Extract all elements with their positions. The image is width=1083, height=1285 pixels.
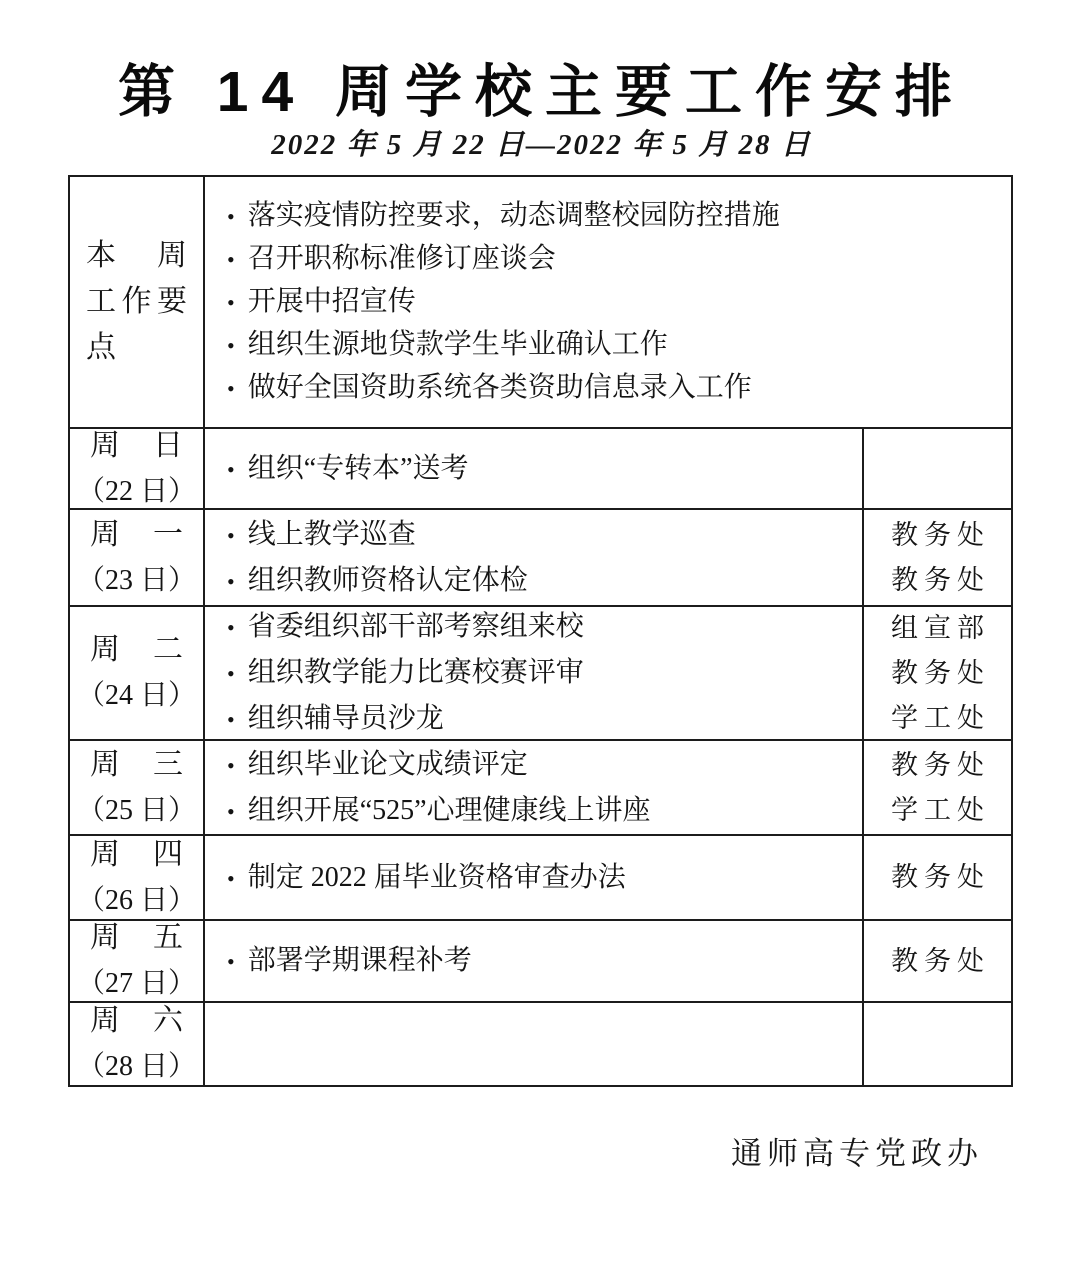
- task-item: [227, 696, 862, 742]
- task-text: 开展中招宣传: [247, 285, 416, 317]
- day-name: 周 一: [90, 517, 183, 551]
- task-item: [227, 604, 862, 650]
- task-item: [227, 558, 862, 604]
- task-text: 组织开展“525”心理健康线上讲座: [247, 794, 651, 826]
- task-item: [227, 512, 862, 558]
- day-label-cell: [70, 741, 205, 834]
- task-item: [227, 742, 862, 788]
- day-label-cell: [70, 836, 205, 919]
- day-label-cell: [70, 510, 205, 605]
- task-text: 组织生源地贷款学生毕业确认工作: [247, 328, 668, 360]
- department-label: 组宣部: [891, 612, 990, 643]
- summary-label-line: 本 周: [86, 239, 187, 272]
- bullet-icon: •: [227, 332, 235, 358]
- task-item: [227, 367, 1011, 410]
- department-label: 学工处: [891, 794, 990, 825]
- bullet-icon: •: [227, 707, 235, 732]
- day-name: 周 五: [90, 921, 183, 954]
- task-text: 部署学期课程补考: [247, 945, 472, 976]
- task-text: 组织辅导员沙龙: [247, 703, 444, 734]
- tasks-cell: [205, 741, 862, 834]
- table-row: [70, 429, 1011, 510]
- day-label-cell: [70, 607, 205, 739]
- day-date: （25 日）: [76, 794, 196, 826]
- tasks-cell: [205, 607, 862, 739]
- department-cell: [862, 607, 1011, 739]
- table-row: [70, 921, 1011, 1003]
- task-item: [227, 938, 862, 984]
- bullet-icon: •: [227, 289, 235, 315]
- bullet-icon: •: [227, 456, 235, 482]
- day-date: （26 日）: [76, 884, 196, 916]
- task-text: 落实疫情防控要求，动态调整校园防控措施: [247, 199, 780, 231]
- summary-label-cell: [70, 177, 205, 427]
- bullet-icon: •: [227, 203, 235, 229]
- task-text: 组织毕业论文成绩评定: [247, 748, 528, 780]
- task-item: [227, 650, 862, 696]
- day-label-cell: [70, 429, 205, 508]
- bullet-icon: •: [227, 798, 235, 824]
- day-name: 周 日: [90, 428, 183, 462]
- day-name: 周 三: [90, 747, 183, 781]
- bullet-icon: •: [227, 865, 235, 891]
- day-date: （24 日）: [76, 680, 196, 711]
- day-name: 周 二: [90, 633, 183, 666]
- department-label: 学工处: [891, 702, 990, 733]
- day-label-cell: [70, 921, 205, 1001]
- bullet-icon: •: [227, 246, 235, 272]
- department-label: 教务处: [891, 749, 990, 780]
- task-item: [227, 855, 862, 901]
- task-text: 做好全国资助系统各类资助信息录入工作: [247, 371, 752, 403]
- department-label: 教务处: [891, 519, 990, 550]
- task-text: 召开职称标准修订座谈会: [247, 242, 556, 274]
- task-text: 省委组织部干部考察组来校: [247, 611, 584, 642]
- department-label: 教务处: [891, 657, 990, 688]
- department-cell: [862, 741, 1011, 834]
- tasks-cell: [205, 836, 862, 919]
- day-name: 周 六: [90, 1004, 183, 1037]
- summary-row: [70, 177, 1011, 429]
- day-label-cell: [70, 1003, 205, 1085]
- day-date: （22 日）: [76, 475, 196, 507]
- table-row: [70, 1003, 1011, 1085]
- date-range: 2022 年 5 月 22 日—2022 年 5 月 28 日: [271, 129, 812, 161]
- department-cell: [862, 429, 1011, 508]
- task-text: 制定 2022 届毕业资格审查办法: [247, 861, 626, 893]
- tasks-cell: [205, 921, 862, 1001]
- department-cell: [862, 1003, 1011, 1085]
- task-item: [227, 238, 1011, 281]
- summary-tasks-cell: [205, 177, 1011, 427]
- department-label: 教务处: [891, 564, 990, 595]
- task-text: 组织教学能力比赛校赛评审: [247, 657, 584, 688]
- footer-signature: 通师高专党政办: [731, 1136, 983, 1171]
- summary-label-line: 工作要点: [86, 285, 187, 364]
- tasks-cell: [205, 1003, 862, 1085]
- schedule-table: [68, 175, 1013, 1087]
- tasks-cell: [205, 510, 862, 605]
- task-item: [227, 446, 862, 492]
- task-item: [227, 324, 1011, 367]
- table-row: [70, 510, 1011, 607]
- page-title: 第 14 周学校主要工作安排: [117, 60, 966, 125]
- day-date: （27 日）: [76, 968, 196, 999]
- bullet-icon: •: [227, 568, 235, 594]
- bullet-icon: •: [227, 522, 235, 548]
- day-date: （23 日）: [76, 564, 196, 596]
- bullet-icon: •: [227, 752, 235, 778]
- task-text: 线上教学巡查: [247, 518, 416, 550]
- department-cell: [862, 510, 1011, 605]
- task-item: [227, 195, 1011, 238]
- department-label: 教务处: [891, 945, 990, 976]
- task-text: 组织教师资格认定体检: [247, 564, 528, 596]
- bullet-icon: •: [227, 661, 235, 686]
- day-date: （28 日）: [76, 1051, 196, 1082]
- table-row: [70, 836, 1011, 921]
- bullet-icon: •: [227, 949, 235, 974]
- day-name: 周 四: [90, 837, 183, 871]
- task-text: 组织“专转本”送考: [247, 452, 469, 484]
- task-item: [227, 788, 862, 834]
- department-cell: [862, 836, 1011, 919]
- table-row: [70, 607, 1011, 741]
- department-cell: [862, 921, 1011, 1001]
- table-row: [70, 741, 1011, 836]
- bullet-icon: •: [227, 615, 235, 640]
- task-item: [227, 281, 1011, 324]
- department-label: 教务处: [891, 862, 990, 892]
- tasks-cell: [205, 429, 862, 508]
- bullet-icon: •: [227, 375, 235, 401]
